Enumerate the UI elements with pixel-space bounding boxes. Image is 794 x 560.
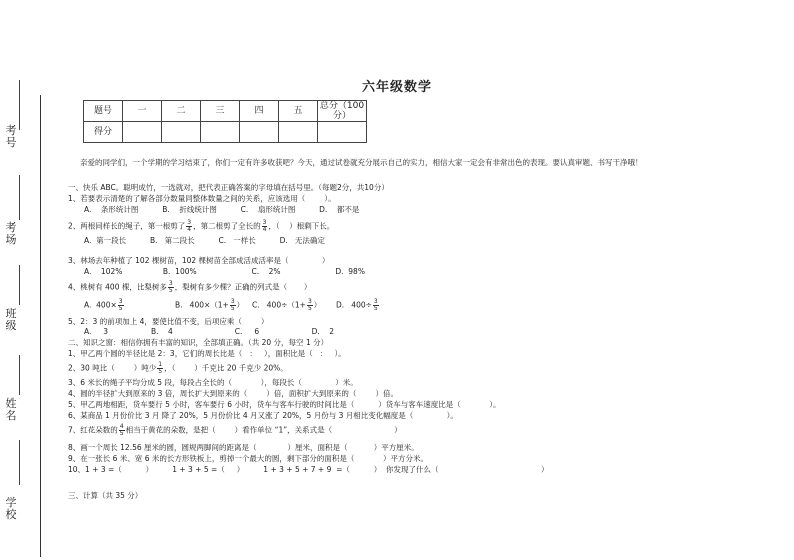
score-cell[interactable] bbox=[123, 122, 162, 143]
question-1-2-text-a: 2、两根同样长的绳子，第一根剪了 bbox=[68, 221, 186, 231]
question-2-7-text-b: 相当于黄花的朵数，是把（ ）看作单位 “1”，关系式是（ ） bbox=[125, 425, 402, 435]
question-1-5-options: A. 3 B. 4 C. 6 D. 2 bbox=[84, 327, 335, 336]
question-2-7 bbox=[68, 424, 402, 437]
fraction-numerator: 3 bbox=[230, 298, 235, 305]
question-2-1: 1、甲乙两个圆的半径比是 2：3，它们的周长比是（ ： ），面积比是（ ： ）。 bbox=[68, 349, 346, 358]
question-2-3: 3、6 米长的绳子平均分成 5 段，每段占全长的（ ），每段长（ ）米。 bbox=[68, 378, 358, 387]
option-text: B. 400×（1+ bbox=[175, 300, 229, 310]
question-1-5: 5、2：3 的前项加上 4，要使比值不变，后项应乘（ ） bbox=[68, 317, 269, 326]
question-2-7-text-a: 7、红花朵数的 bbox=[68, 425, 118, 435]
fraction-denominator: 5 bbox=[230, 305, 235, 312]
score-cell[interactable] bbox=[318, 122, 367, 143]
score-cell[interactable] bbox=[279, 122, 318, 143]
score-cell[interactable] bbox=[240, 122, 279, 143]
question-1-4-option-c bbox=[252, 299, 321, 312]
question-2-10: 10、1 + 3 =（ ） 1 + 3 + 5 =（ ） 1 + 3 + 5 + 7 + 9 =（ ） 你发现了什么（ ） bbox=[68, 465, 549, 474]
question-2-8: 8、画一个周长 12.56 厘米的圆，圆规两脚间的距离是（ ）厘米，面积是（ ）平方厘米。 bbox=[68, 443, 419, 452]
fraction-denominator: 4 bbox=[187, 226, 192, 233]
question-1-4-option-b bbox=[175, 299, 244, 312]
fraction-numerator: 3 bbox=[262, 219, 267, 226]
question-2-9: 9、在一张长 6 米、宽 6 米的长方形铁板上，剪掉一个最大的圆，剩下部分的面积是（ ）平方分米。 bbox=[68, 454, 428, 463]
side-label-name: 姓名 bbox=[5, 397, 17, 422]
fraction-denominator: 4 bbox=[262, 226, 267, 233]
question-1-4-option-a bbox=[84, 299, 125, 312]
fraction-denominator: 5 bbox=[119, 430, 124, 437]
fraction-denominator: 5 bbox=[168, 287, 173, 294]
side-label-class: 班级 bbox=[5, 307, 17, 332]
fraction bbox=[119, 424, 125, 437]
score-header-cell: 四 bbox=[240, 101, 279, 122]
score-header-cell: 总分（100分） bbox=[318, 101, 367, 122]
binding-line bbox=[40, 95, 41, 557]
option-text: D. 400÷ bbox=[336, 300, 372, 310]
score-cell[interactable] bbox=[162, 122, 201, 143]
score-table-score-row bbox=[84, 122, 367, 143]
question-2-2 bbox=[68, 362, 288, 375]
option-text: A. 400× bbox=[84, 300, 117, 310]
question-1-4-option-d bbox=[336, 299, 380, 312]
section1-heading: 一、快乐 ABC。聪明成竹，一选就对，把代表正确答案的字母填在括号里。（每题2分，共10分） bbox=[68, 183, 389, 192]
side-blank-name bbox=[19, 355, 20, 395]
option-close-paren: ） bbox=[313, 300, 322, 310]
fraction-numerator: 3 bbox=[187, 219, 192, 226]
page-title: 六年级数学 bbox=[361, 80, 432, 95]
side-label-exam-number: 考号 bbox=[5, 124, 17, 149]
question-2-5: 5、甲乙两地相距，货车要行 5 小时，客车要行 6 小时，货车与客车行驶的时间比是（ ）货车与客车速度比是（ ）。 bbox=[68, 400, 501, 409]
fraction-numerator: 3 bbox=[307, 298, 312, 305]
fraction bbox=[230, 299, 236, 312]
fraction-numerator: 3 bbox=[373, 298, 378, 305]
fraction bbox=[262, 220, 268, 233]
fraction-denominator: 5 bbox=[373, 305, 378, 312]
question-1-2 bbox=[68, 220, 334, 233]
question-2-2-text-b: ，（ ）千克比 20 千克少 20%。 bbox=[164, 363, 288, 373]
question-1-3-options: A. 102% B. 100% C. 2% D. 98% bbox=[84, 267, 365, 276]
question-2-4: 4、圆的半径扩大到原来的 3 倍，周长扩大到原来的（ ）倍，面积扩大到原来的（ ）倍。 bbox=[68, 389, 398, 398]
side-blank-class bbox=[19, 265, 20, 305]
score-header-cell: 题号 bbox=[84, 101, 123, 122]
fraction bbox=[168, 281, 174, 294]
fraction-numerator: 3 bbox=[168, 280, 173, 287]
option-close-paren: ） bbox=[236, 300, 245, 310]
fraction-denominator: 5 bbox=[158, 368, 163, 375]
fraction bbox=[157, 362, 163, 375]
fraction-numerator: 4 bbox=[119, 423, 124, 430]
score-row-label: 得分 bbox=[84, 122, 123, 143]
section2-heading: 二、知识之窗：相信你拥有丰富的知识，全部填正确。（共 20 分，每空 1 分） bbox=[68, 338, 329, 347]
side-blank-school bbox=[19, 440, 20, 485]
question-1-2-text-b: ，第二根剪了全长的 bbox=[193, 221, 261, 231]
score-header-cell: 三 bbox=[201, 101, 240, 122]
fraction bbox=[307, 299, 313, 312]
question-1-1: 1、若要表示清楚的了解各部分数量同整体数量之间的关系，应该选用（ ）。 bbox=[68, 194, 336, 203]
question-1-2-text-c: ，（ ）根剩下长。 bbox=[268, 221, 335, 231]
question-1-4-text-a: 4、桃树有 400 棵，比梨树多 bbox=[68, 282, 167, 292]
score-header-cell: 五 bbox=[279, 101, 318, 122]
section3-heading: 三、计算（共 35 分） bbox=[68, 491, 143, 500]
question-1-4 bbox=[68, 281, 311, 294]
score-table bbox=[83, 100, 367, 143]
fraction-denominator: 5 bbox=[307, 305, 312, 312]
score-cell[interactable] bbox=[201, 122, 240, 143]
fraction bbox=[186, 220, 192, 233]
side-label-exam-room: 考场 bbox=[5, 221, 17, 246]
score-header-cell: 二 bbox=[162, 101, 201, 122]
score-header-cell: 一 bbox=[123, 101, 162, 122]
option-text: C. 400÷（1+ bbox=[252, 300, 306, 310]
question-1-1-options: A. 条形统计图 B. 折线统计图 C. 扇形统计图 D. 都不是 bbox=[84, 205, 360, 214]
fraction-numerator: 3 bbox=[118, 298, 123, 305]
side-blank-exam-room bbox=[19, 175, 20, 220]
question-1-4-text-b: ，梨树有多少棵？正确的列式是（ ） bbox=[174, 282, 312, 292]
fraction-numerator: 1 bbox=[158, 361, 163, 368]
question-2-2-text-a: 2、30 吨比（ ）吨少 bbox=[68, 363, 157, 373]
question-2-6: 6、某商品 1 月份价比 3 月 降了 20%，5 月份价比 4 月又涨了 20%，5 月份与 3 月相比变化幅度是（ ）。 bbox=[68, 411, 458, 420]
side-label-school: 学校 bbox=[5, 496, 17, 521]
question-1-2-options: A. 第一段长 B. 第二段长 C. 一样长 D. 无法确定 bbox=[84, 236, 325, 245]
question-1-3: 3、林场去年种植了 102 棵树苗，102 棵树苗全部成活成活率是（ ） bbox=[68, 256, 330, 265]
fraction-denominator: 5 bbox=[118, 305, 123, 312]
fraction bbox=[118, 299, 124, 312]
fraction bbox=[373, 299, 379, 312]
score-table-header-row bbox=[84, 101, 367, 122]
intro-text: 亲爱的同学们，一个学期的学习结束了，你们一定有许多收获吧？今天，通过试卷就充分展示自己的实力，相信大家一定会有非常出色的表现。要认真审题、书写干净哦！ bbox=[80, 158, 643, 167]
